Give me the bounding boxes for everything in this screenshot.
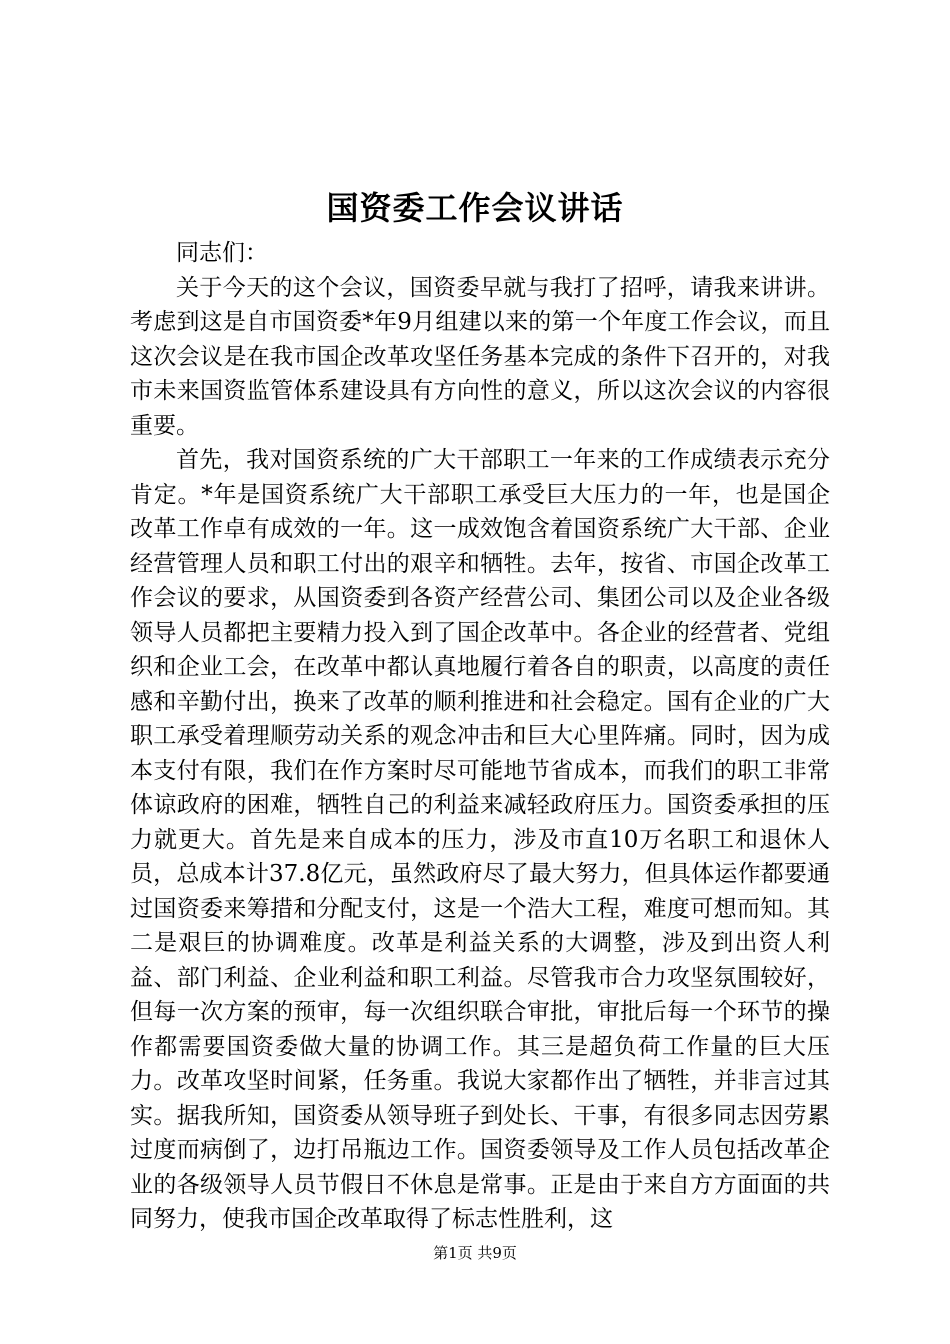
salutation: 同志们： — [176, 240, 268, 266]
paragraph-2: 首先，我对国资系统的广大干部职工一年来的工作成绩表示充分肯定。*年是国资系统广大干部职工承受巨大压力的一年，也是国企改革工作卓有成效的一年。这一成效饱含着国资系统广大干部、企业经营管理人员和职工付出的艰辛和牺牲。去年，按省、市国企改革工作会议的要求，从国资委到各资产经营公司、集团公司以及企业各级领导人员都把主要精力投入到了国企改革中。各企业的经营者、党组织和企业工会，在改革中都认真地履行着各自的职责，以高度的责任感和辛勤付出，换来了改革的顺利推进和社会稳定。国有企业的广大职工承受着理顺劳动关系的观念冲击和巨大心里阵痛。同时，因为成本支付有限，我们在作方案时尽可能地节省成本，而我们的职工非常体谅政府的困难，牺牲自己的利益来减轻政府压力。国资委承担的压力就更大。首先是来自成本的压力，涉及市直10万名职工和退休人员，总成本计37.8亿元，虽然政府尽了最大努力，但具体运作都要通过国资委来筹措和分配支付，这是一个浩大工程，难度可想而知。其二是艰巨的协调难度。改革是利益关系的大调整，涉及到出资人利益、部门利益、企业利益和职工利益。尽管我市合力攻坚氛围较好，但每一次方案的预审，每一次组织联合审批，审批后每一个环节的操作都需要国资委做大量的协调工作。其三是超负荷工作量的巨大压力。改革攻坚时间紧，任务重。我说大家都作出了牺牲，并非言过其实。据我所知，国资委从领导班子到处长、干事，有很多同志因劳累过度而病倒了，边打吊瓶边工作。国资委领导及工作人员包括改革企业的各级领导人员节假日不休息是常事。正是由于来自方方面面的共同努力，使我市国企改革取得了标志性胜利，这 — [130, 447, 830, 1232]
paragraph-1: 关于今天的这个会议，国资委早就与我打了招呼，请我来讲讲。考虑到这是自市国资委*年9月组建以来的第一个年度工作会议，而且这次会议是在我市国企改革攻坚任务基本完成的条件下召开的，对我市未来国资监管体系建设具有方向性的意义，所以这次会议的内容很重要。 — [130, 274, 830, 439]
document-body — [130, 236, 830, 1237]
document-title: 国资委工作会议讲话 — [326, 189, 624, 227]
page-footer: 第1页 共9页 — [433, 1244, 517, 1262]
